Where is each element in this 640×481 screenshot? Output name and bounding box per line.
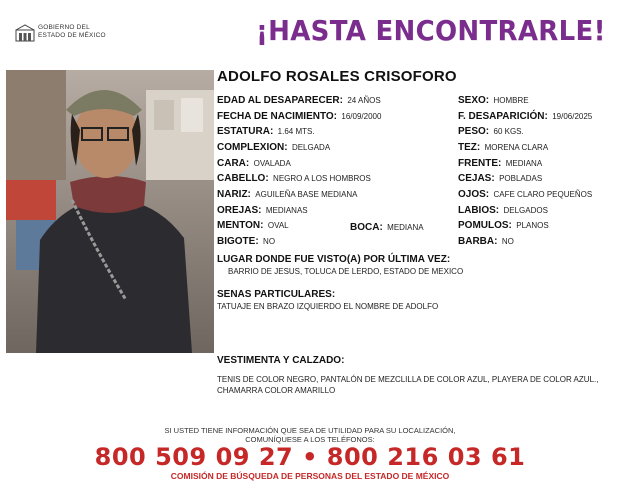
detail-frente <box>458 158 542 169</box>
detail-bigote <box>217 236 275 247</box>
detail-value: DELGADA <box>291 143 331 152</box>
detail-label: BIGOTE: <box>217 236 259 247</box>
detail-value: MORENA CLARA <box>484 143 549 152</box>
detail-label: CARA: <box>217 158 250 169</box>
logo-line-2: ESTADO DE MÉXICO <box>38 31 106 39</box>
detail-value: MEDIANA <box>505 159 543 168</box>
last-seen-label: LUGAR DONDE FUE VISTO(A) POR ÚLTIMA VEZ: <box>217 254 451 265</box>
detail-cara <box>217 158 291 169</box>
detail-labios <box>458 205 548 216</box>
detail-label: BOCA: <box>350 222 383 233</box>
detail-value: DELGADOS <box>503 206 548 215</box>
detail-label: F. DESAPARICIÓN: <box>458 111 548 122</box>
info-request-line-2: COMUNÍQUESE A LOS TELÉFONOS: <box>245 435 375 444</box>
detail-nacimiento <box>217 111 381 122</box>
detail-value: OVAL <box>267 221 289 230</box>
detail-label: LABIOS: <box>458 205 500 216</box>
government-logo-text <box>38 24 106 39</box>
detail-label: FECHA DE NACIMIENTO: <box>217 111 337 122</box>
last-seen-value: BARRIO DE JESUS, TOLUCA DE LERDO, ESTADO DE MEXICO <box>228 267 464 276</box>
detail-pomulos <box>458 220 549 231</box>
detail-estatura <box>217 126 315 137</box>
detail-desaparicion <box>458 111 592 122</box>
detail-nariz <box>217 189 358 200</box>
phone-separator: • <box>302 443 318 471</box>
detail-value: MEDIANA <box>387 223 424 232</box>
detail-label: POMULOS: <box>458 220 512 231</box>
detail-value: 16/09/2000 <box>341 112 382 121</box>
detail-barba <box>458 236 514 247</box>
detail-value: MEDIANAS <box>265 206 308 215</box>
detail-label: COMPLEXION: <box>217 142 288 153</box>
missing-person-photo <box>6 70 214 353</box>
detail-value: 24 AÑOS <box>347 96 381 105</box>
detail-label: TEZ: <box>458 142 481 153</box>
detail-value: 19/06/2025 <box>552 112 593 121</box>
detail-orejas <box>217 205 308 216</box>
detail-value: NEGRO A LOS HOMBROS <box>273 174 371 183</box>
clothing-label: VESTIMENTA Y CALZADO: <box>217 355 345 366</box>
detail-label: EDAD AL DESAPARECER: <box>217 95 343 106</box>
detail-cejas <box>458 173 542 184</box>
state-emblem-icon <box>14 24 36 42</box>
detail-label: PESO: <box>458 126 490 137</box>
detail-value: POBLADAS <box>499 174 543 183</box>
detail-label: BARBA: <box>458 236 498 247</box>
detail-value: OVALADA <box>253 159 291 168</box>
detail-peso <box>458 126 524 137</box>
detail-sexo <box>458 95 529 106</box>
info-request-line-1: SI USTED TIENE INFORMACIÓN QUE SEA DE UTILIDAD PARA SU LOCALIZACIÓN, <box>164 426 456 435</box>
particular-marks-value: TATUAJE EN BRAZO IZQUIERDO EL NOMBRE DE ADOLFO <box>217 302 439 311</box>
detail-label: FRENTE: <box>458 158 502 169</box>
detail-complexion <box>217 142 330 153</box>
hotline-numbers <box>0 443 620 471</box>
campaign-banner: ¡HASTA ENCONTRARLE! <box>256 14 606 47</box>
phone-number-2[interactable]: 800 216 03 61 <box>326 443 526 471</box>
detail-value: NO <box>263 237 276 246</box>
detail-value: CAFE CLARO PEQUEÑOS <box>493 190 593 199</box>
detail-tez <box>458 142 548 153</box>
detail-edad <box>217 95 381 106</box>
particular-marks-label: SENAS PARTICULARES: <box>217 289 336 300</box>
detail-value: AGUILEÑA BASE MEDIANA <box>255 190 358 199</box>
detail-label: OREJAS: <box>217 205 262 216</box>
detail-label: OJOS: <box>458 189 490 200</box>
detail-label: SEXO: <box>458 95 490 106</box>
detail-value: PLANOS <box>516 221 549 230</box>
detail-menton <box>217 220 289 231</box>
detail-label: MENTON: <box>217 220 264 231</box>
detail-label: ESTATURA: <box>217 126 274 137</box>
detail-value: 60 KGS. <box>493 127 524 136</box>
detail-value: HOMBRE <box>493 96 529 105</box>
phone-number-1[interactable]: 800 509 09 27 <box>94 443 294 471</box>
detail-label: NARIZ: <box>217 189 251 200</box>
detail-value: NO <box>501 237 514 246</box>
detail-ojos <box>458 189 592 200</box>
detail-boca <box>350 222 424 233</box>
detail-cabello <box>217 173 371 184</box>
detail-value: 1.64 MTS. <box>277 127 315 136</box>
clothing-value: TENIS DE COLOR NEGRO, PANTALÓN DE MEZCLILLA DE COLOR AZUL, PLAYERA DE COLOR AZUL., CHAMARRA COLOR AMARILLO <box>217 375 599 395</box>
detail-label: CABELLO: <box>217 173 269 184</box>
commission-name: COMISIÓN DE BÚSQUEDA DE PERSONAS DEL ESTADO DE MÉXICO <box>170 471 450 481</box>
logo-line-1: GOBIERNO DEL <box>38 24 90 31</box>
person-name: ADOLFO ROSALES CRISOFORO <box>217 68 457 85</box>
detail-label: CEJAS: <box>458 173 495 184</box>
